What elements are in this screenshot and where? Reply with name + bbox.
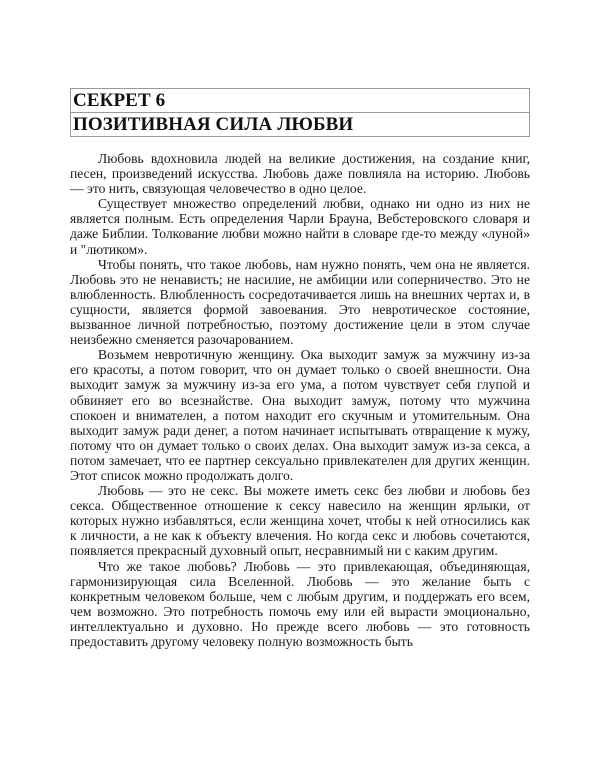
paragraph: Возьмем невротичную женщину. Ока выходит замуж за мужчину из-за его красоты, а потом говорит, что он думает только о своей внешности. Она выходит замуж за мужчину из-за его ума, а потом чувствует себя глупой и обвиняет его во всезнайстве. Она выходит замуж, потому что мужчина спокоен и внимателен, а потом находит его скучным и утомительным. Она выходит замуж ради денег, а потом начинает испытывать отвращение к мужу, потому что он думает только о своих делах. Она выходит замуж из-за секса, а потом замечает, что ее партнер сексуально привлекателен для других женщин. Этот список можно продолжать долго. bbox=[70, 347, 530, 483]
chapter-heading bbox=[70, 88, 530, 137]
book-page bbox=[70, 88, 530, 649]
paragraph: Существует множество определений любви, однако ни одно из них не является полным. Есть определения Чарли Брауна, Вебстеровского словаря и даже Библии. Толкование любви можно найти в словаре где-то между «луной» и "лютиком». bbox=[70, 196, 530, 257]
chapter-body bbox=[70, 151, 530, 649]
paragraph: Любовь вдохновила людей на великие достижения, на создание книг, песен, произведений искусства. Любовь даже повлияла на историю. Любовь — это нить, связующая человечество в одно целое. bbox=[70, 151, 530, 197]
chapter-title: ПОЗИТИВНАЯ СИЛА ЛЮБВИ bbox=[71, 112, 529, 136]
chapter-number: СЕКРЕТ 6 bbox=[73, 90, 166, 111]
paragraph: Любовь — это не секс. Вы можете иметь секс без любви и любовь без секса. Общественное отношение к сексу навесило на женщин ярлыки, от которых нужно избавляться, если женщина хочет, чтобы к ней относились как к личности, а не как к объекту влечения. Но когда секс и любовь сочетаются, появляется прекрасный духовный опыт, несравнимый ни с каким другим. bbox=[70, 483, 530, 559]
paragraph: Что же такое любовь? Любовь — это привлекающая, объединяющая, гармонизирующая сила Вселенной. Любовь — это желание быть с конкретным человеком больше, чем с любым другим, и поддержать его всем, чем возможно. Это потребность помочь ему или ей вырасти эмоционально, интеллектуально и духовно. Но прежде всего любовь — это готовность предоставить другому человеку полную возможность быть bbox=[70, 558, 530, 649]
paragraph: Чтобы понять, что такое любовь, нам нужно понять, чем она не является. Любовь это не ненависть; не насилие, не амбиции или соперничество. Это не влюбленность. Влюбленность сосредотачивается лишь на внешних чертах и, в сущности, является формой завоевания. Это невротическое состояние, вызванное личной потребностью, поэтому достижение цели в этом случае неизбежно сменяется разочарованием. bbox=[70, 256, 530, 348]
